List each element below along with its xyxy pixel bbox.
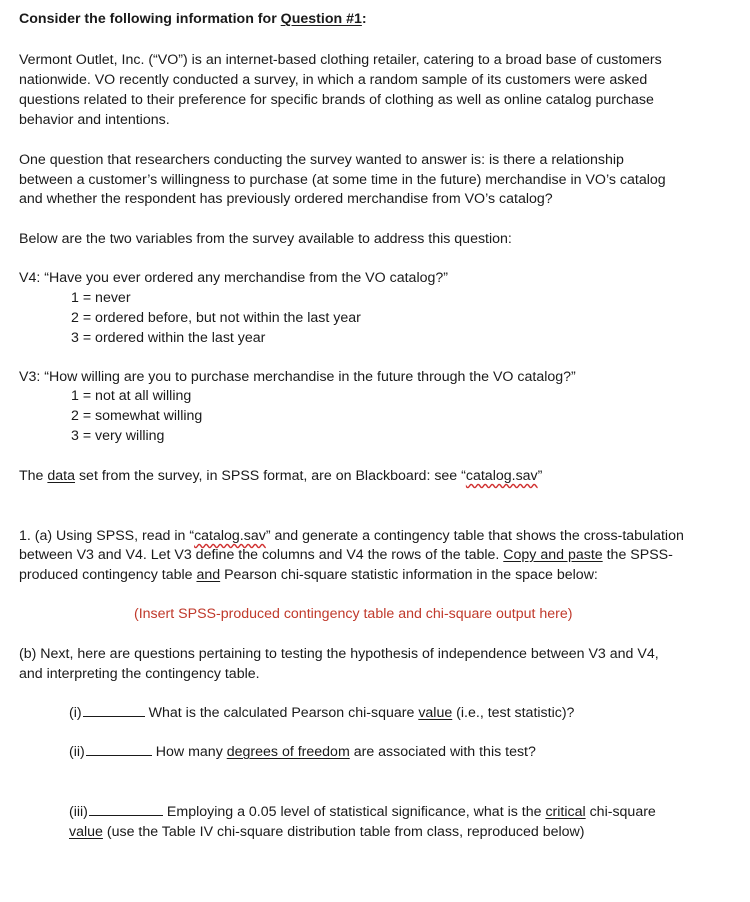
answer-blank-ii[interactable] [86, 744, 152, 756]
part-b-line: and interpreting the contingency table. [19, 666, 260, 682]
question-reference: Question #1 [280, 11, 362, 27]
header-suffix: : [361, 11, 367, 27]
part-a-line1-pre: 1. (a) Using SPSS, read in “ [19, 528, 195, 544]
dataset-data-word: data [47, 468, 76, 484]
question-i-post: (i.e., test statistic)? [452, 705, 575, 721]
v3-question: V3: “How willing are you to purchase merchandise in the future through the VO catalog?” [19, 369, 576, 385]
part-a-line2-post: the SPSS- [602, 547, 673, 563]
question-iii-continued [69, 822, 585, 842]
insert-output-placeholder: (Insert SPSS-produced contingency table and chi-square output here) [134, 606, 573, 622]
v4-question: V4: “Have you ever ordered any merchandise from the VO catalog?” [19, 270, 448, 286]
intro-line: questions related to their preference for specific brands of clothing as well as online catalog purchase [19, 92, 654, 108]
header-line [19, 9, 367, 29]
question-ii-emphasis: degrees of freedom [226, 744, 350, 760]
question-i-pre: What is the calculated Pearson chi-square [148, 705, 419, 721]
part-a-line1-post: ” and generate a contingency table that shows the cross-tabulation [265, 528, 684, 544]
dataset-pre: The [19, 468, 48, 484]
question-i-emphasis: value [418, 705, 453, 721]
copy-paste-emphasis: Copy and paste [503, 547, 603, 563]
question-ii-pre: How many [155, 744, 227, 760]
dataset-line [19, 466, 542, 486]
variables-intro: Below are the two variables from the survey available to address this question: [19, 231, 512, 247]
dataset-mid: set from the survey, in SPSS format, are on Blackboard: see “ [75, 468, 466, 484]
and-emphasis: and [196, 567, 221, 583]
v3-option: 1 = not at all willing [71, 388, 192, 404]
question-iii [69, 802, 656, 822]
part-b-line: (b) Next, here are questions pertaining to testing the hypothesis of independence between V3 and V4, [19, 646, 659, 662]
dataset-post: ” [537, 468, 543, 484]
question-iii-pre: Employing a 0.05 level of statistical significance, what is the [166, 804, 546, 820]
intro-line: behavior and intentions. [19, 112, 170, 128]
question-iii-emphasis: critical [545, 804, 586, 820]
part-a-filename: catalog.sav [194, 528, 266, 544]
v3-option: 2 = somewhat willing [71, 408, 203, 424]
header-prefix: Consider the following information for [19, 11, 281, 27]
part-a-line3-pre: produced contingency table [19, 567, 197, 583]
research-question-line: One question that researchers conducting the survey wanted to answer is: is there a relationship [19, 152, 624, 168]
answer-blank-iii[interactable] [89, 804, 163, 816]
part-a-line [19, 565, 598, 585]
part-a-line [19, 526, 684, 546]
research-question-line: and whether the respondent has previously ordered merchandise from VO’s catalog? [19, 191, 553, 207]
v4-option: 1 = never [71, 290, 131, 306]
question-i [69, 703, 574, 723]
question-ii [69, 742, 536, 762]
intro-line: nationwide. VO recently conducted a survey, in which a random sample of its customers were asked [19, 72, 648, 88]
part-a-line3-post: Pearson chi-square statistic information in the space below: [220, 567, 598, 583]
question-iii-value-emphasis: value [69, 824, 103, 840]
v3-option: 3 = very willing [71, 428, 165, 444]
part-a-line2-pre: between V3 and V4. Let V3 define the columns and V4 the rows of the table. [19, 547, 504, 563]
question-iii-post: chi-square [585, 804, 656, 820]
question-ii-post: are associated with this test? [349, 744, 536, 760]
question-iii-label: (iii) [69, 804, 88, 820]
intro-line: Vermont Outlet, Inc. (“VO”) is an internet-based clothing retailer, catering to a broad base of customers [19, 52, 662, 68]
question-ii-label: (ii) [69, 744, 85, 760]
v4-option: 2 = ordered before, but not within the last year [71, 310, 361, 326]
part-a-line [19, 545, 673, 565]
question-i-label: (i) [69, 705, 82, 721]
dataset-filename: catalog.sav [465, 468, 538, 484]
question-iii-line2-post: (use the Table IV chi-square distribution table from class, reproduced below) [102, 824, 585, 840]
v4-option: 3 = ordered within the last year [71, 330, 266, 346]
research-question-line: between a customer’s willingness to purchase (at some time in the future) merchandise in VO’s catalog [19, 172, 666, 188]
answer-blank-i[interactable] [83, 705, 145, 717]
